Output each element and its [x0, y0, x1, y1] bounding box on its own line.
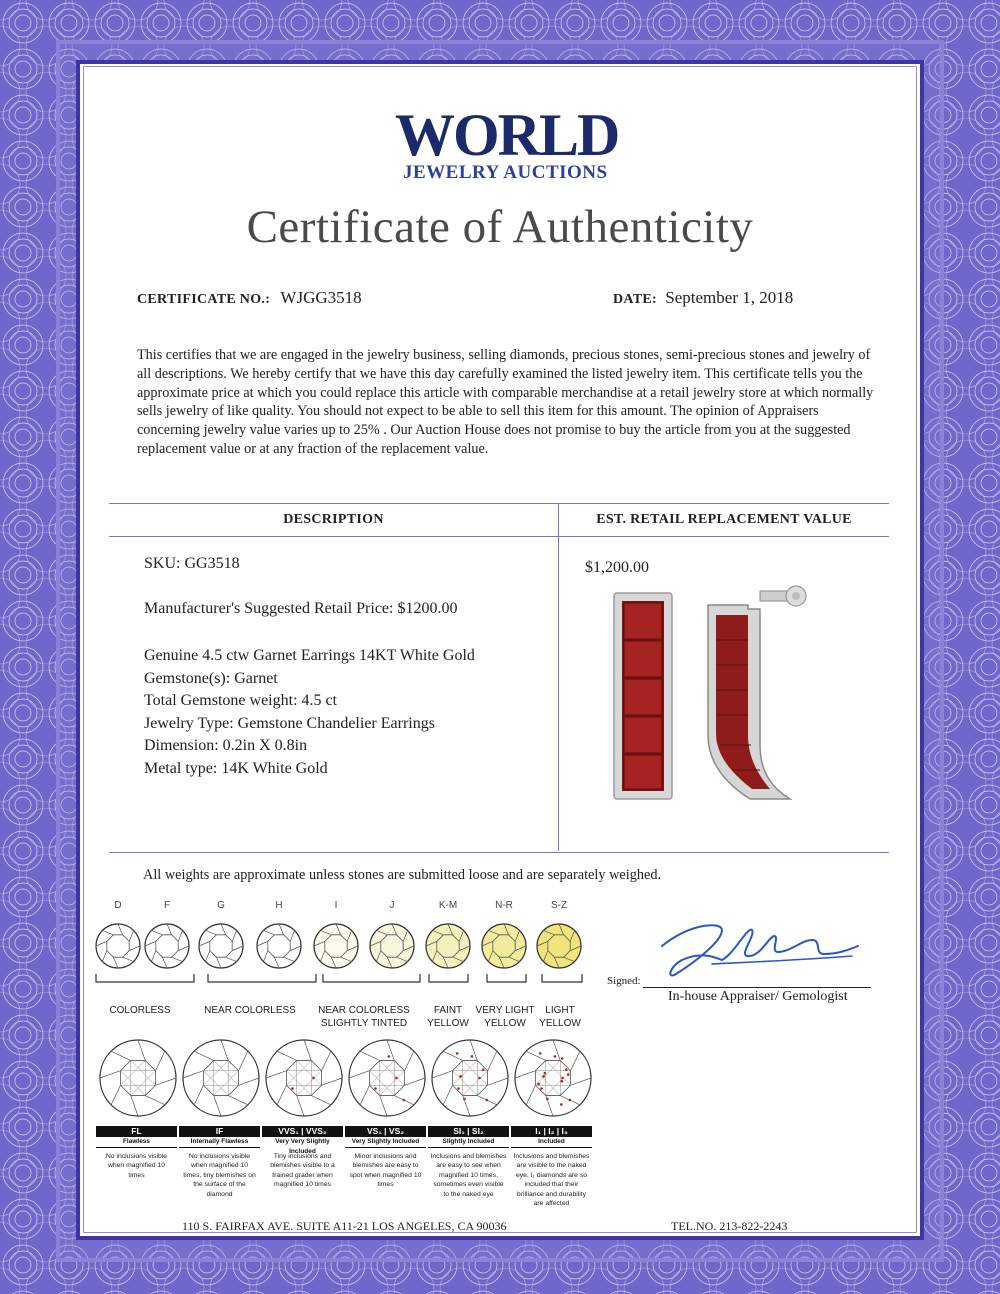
weights-note: All weights are approximate unless stones are submitted loose and are separately weighed.	[143, 867, 662, 883]
description-header: DESCRIPTION	[283, 512, 384, 527]
clarity-grade-diamonds	[96, 1030, 594, 1126]
item-detail-line: Total Gemstone weight: 4.5 ct	[144, 692, 338, 709]
color-grade-letter: K-M	[438, 900, 458, 911]
item-details	[144, 645, 475, 780]
color-grade-letter: J	[389, 900, 395, 911]
item-detail-line: Jewelry Type: Gemstone Chandelier Earrings	[144, 714, 435, 732]
color-grade-letter: G	[217, 900, 225, 911]
logo-word-world: WORLD	[395, 103, 619, 168]
color-group-caption: NEAR COLORLESS SLIGHTLY TINTED	[318, 1005, 410, 1029]
value-header: EST. RETAIL REPLACEMENT VALUE	[596, 512, 852, 527]
certificate-number: WJGG3518	[280, 288, 362, 307]
color-grade-letter: H	[275, 900, 283, 911]
certificate-date-row	[613, 288, 793, 308]
clarity-grade-description: No inclusions visible when magnified 10 times, tiny blemishes on the surface of the diamond	[183, 1153, 256, 1198]
certificate-number-row	[137, 288, 362, 308]
color-grade-letter: N-R	[495, 900, 513, 911]
color-diamond-icon	[370, 924, 414, 968]
color-diamond-icon	[426, 924, 470, 968]
appraiser-title: In-house Appraiser/ Gemologist	[668, 989, 848, 1004]
clarity-grade-description: Tiny inclusions and blemishes visible to a trained grader when magnified 10 times	[270, 1153, 335, 1189]
color-diamond-icon	[199, 924, 243, 968]
clarity-grade-label: VS₁ | VS₂ Very Slightly Included	[345, 1126, 426, 1148]
page-title: Certificate of Authenticity	[246, 201, 754, 253]
signed-label: Signed:	[607, 975, 641, 987]
footer-phone: TEL.NO. 213-822-2243	[671, 1219, 788, 1233]
color-diamond-icon	[145, 924, 189, 968]
color-diamond-icon	[257, 924, 301, 968]
item-detail-line: Gemstone(s): Garnet	[144, 669, 278, 687]
footer-address: 110 S. FAIRFAX AVE. SUITE A11-21 LOS ANGELES, CA 90036	[182, 1219, 507, 1233]
item-detail-line: Dimension: 0.2in X 0.8in	[144, 737, 308, 754]
clarity-grade-label: FL Flawless	[96, 1126, 177, 1148]
clarity-grade-description: Inclusions and blemishes are easy to see when magnified 10 times, sometimes even visible to the naked eye	[430, 1153, 507, 1198]
color-group-caption: LIGHT YELLOW	[539, 1005, 581, 1029]
color-grade-diamonds	[90, 912, 590, 1002]
clarity-diamond-icon	[183, 1040, 259, 1116]
clarity-grade-description: No inclusions visible when magnified 10 times	[105, 1153, 168, 1179]
grade-group-bracket	[208, 974, 316, 982]
certificate-number-label: CERTIFICATE NO.:	[137, 292, 271, 307]
color-diamond-icon	[314, 924, 358, 968]
clarity-diamond-icon	[432, 1040, 508, 1116]
color-group-caption: FAINT YELLOW	[427, 1005, 469, 1029]
grade-group-bracket	[96, 974, 194, 982]
earrings-image	[600, 585, 840, 810]
appraiser-signature	[652, 912, 864, 982]
grade-group-bracket	[542, 974, 582, 982]
signature-line	[643, 987, 871, 988]
color-grade-letter: D	[114, 900, 122, 911]
grade-group-bracket	[487, 974, 526, 982]
clarity-diamond-icon	[349, 1040, 425, 1116]
grade-group-bracket	[429, 974, 468, 982]
color-diamond-icon	[537, 924, 581, 968]
table-header-rule	[109, 536, 889, 537]
color-diamond-icon	[96, 924, 140, 968]
table-column-divider	[558, 503, 559, 851]
grade-group-bracket	[323, 974, 420, 982]
date-label: DATE:	[613, 292, 658, 307]
clarity-grade-description: Minor inclusions and blemishes are easy to spot when magnified 10 times	[349, 1153, 422, 1189]
color-group-caption: NEAR COLORLESS	[204, 1005, 296, 1016]
clarity-grade-label: VVS₁ | VVS₂ Very Very Slightly Included	[262, 1126, 343, 1148]
table-top-rule	[109, 503, 889, 504]
sku-text: SKU: GG3518	[144, 555, 240, 572]
item-detail-line: Genuine 4.5 ctw Garnet Earrings 14KT White Gold	[144, 647, 475, 664]
logo-word-jewelry-auctions: JEWELRY AUCTIONS	[403, 162, 608, 183]
color-group-caption: VERY LIGHT YELLOW	[475, 1005, 535, 1029]
clarity-grade-description: Inclusions and blemishes are visible to the naked eye. I₁ diamonds are so included that their brilliance and durability are affected	[513, 1153, 590, 1208]
color-group-caption: COLORLESS	[109, 1005, 171, 1016]
color-grade-letter: S-Z	[550, 900, 568, 911]
intro-paragraph: This certifies that we are engaged in the jewelry business, selling diamonds, precious stones, semi-precious stones and jewelry of all descriptions. We hereby certify that we have this day carefully examined the listed jewelry item. This certificate tells you the approximate price at which you could replace this article with comparable merchandise at a retail jewelry store at which normally sells jewelry of like quality. You should not expect to be able to sell this item for this amount. The opinion of Appraisers concerning jewelry value varies up to 25% . Our Auction House does not promise to buy the article from you at the suggested replacement value or at any fraction of the replacement value.	[137, 347, 874, 457]
replacement-value: $1,200.00	[585, 559, 649, 576]
clarity-diamond-icon	[100, 1040, 176, 1116]
clarity-grade-label: I₁ | I₂ | I₃ Included	[511, 1126, 592, 1148]
clarity-diamond-icon	[515, 1040, 591, 1116]
clarity-grade-label: IF Internally Flawless	[179, 1126, 260, 1148]
certificate-date: September 1, 2018	[665, 288, 794, 307]
table-bottom-rule	[109, 852, 889, 853]
msrp-text: Manufacturer's Suggested Retail Price: $1200.00	[144, 600, 458, 617]
color-grade-letter: I	[334, 900, 338, 911]
color-grade-letter: F	[163, 900, 171, 911]
clarity-grade-label: SI₁ | SI₂ Slightly Included	[428, 1126, 509, 1148]
clarity-diamond-icon	[266, 1040, 342, 1116]
company-logo	[395, 103, 635, 183]
item-detail-line: Metal type: 14K White Gold	[144, 759, 328, 777]
color-diamond-icon	[482, 924, 526, 968]
